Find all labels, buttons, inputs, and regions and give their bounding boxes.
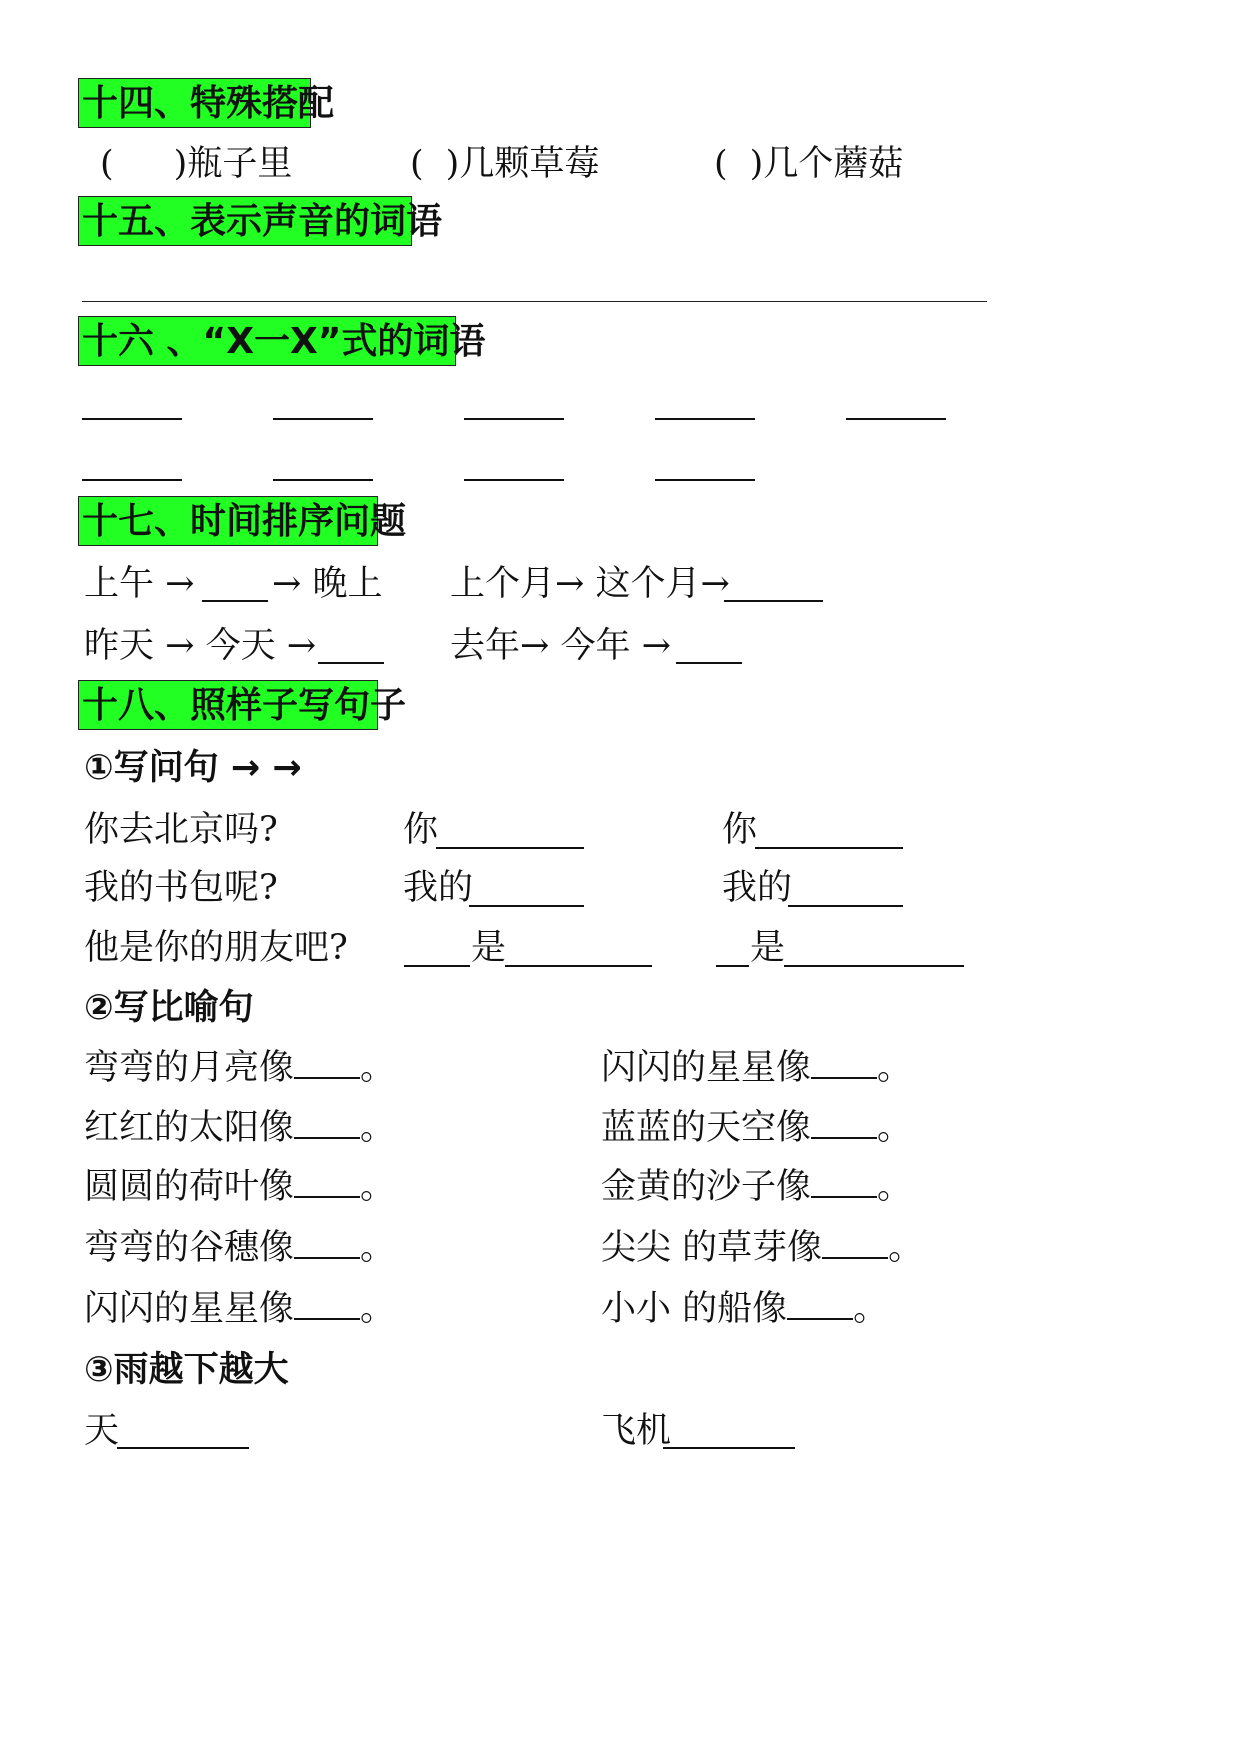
section-16-heading: 十六 、“X一X”式的词语 (78, 316, 456, 366)
subsection-rain: ③雨越下越大 (84, 1350, 289, 1390)
section-14-heading: 十四、特殊搭配 (78, 78, 311, 128)
answer-blank[interactable] (676, 662, 742, 664)
s14-item-1 (100, 142, 292, 186)
answer-blank[interactable] (811, 1166, 877, 1198)
answer-blank[interactable] (655, 418, 755, 420)
item-text: 瓶子里 (187, 144, 293, 184)
period: 。 (888, 1228, 924, 1268)
answer-blank[interactable] (294, 1107, 360, 1139)
answer-blank[interactable] (788, 905, 903, 907)
period: 。 (360, 1108, 396, 1148)
time-seq-1b: → 晚上 (272, 564, 383, 604)
period: 。 (360, 1048, 396, 1088)
simile-right-5 (601, 1287, 888, 1331)
answer-blank[interactable] (82, 418, 182, 420)
period: 。 (853, 1289, 889, 1329)
answer-blank[interactable] (82, 479, 182, 481)
answer-blank[interactable] (469, 905, 584, 907)
simile-left-3 (84, 1165, 395, 1209)
answer-blank[interactable] (273, 479, 373, 481)
paren-close: ) (173, 144, 188, 184)
answer-blank[interactable] (294, 1288, 360, 1320)
simile-text: 尖尖 的草芽像 (601, 1228, 823, 1268)
time-seq-2a: 昨天 → 今天 → (84, 626, 317, 666)
simile-text: 圆圆的荷叶像 (84, 1167, 295, 1207)
answer-blank[interactable] (436, 847, 584, 849)
period: 。 (877, 1048, 913, 1088)
paren-close: ) (445, 144, 460, 184)
paren-open: ( (100, 144, 114, 184)
question-prefix: 是 (471, 928, 507, 968)
simile-right-4 (601, 1226, 923, 1270)
answer-blank[interactable] (294, 1166, 360, 1198)
answer-blank[interactable] (755, 847, 903, 849)
s14-item-3 (714, 142, 903, 186)
paren-open: ( (714, 144, 728, 184)
rain-prefix-2: 飞机 (601, 1411, 672, 1451)
answer-blank[interactable] (655, 479, 755, 481)
simile-text: 闪闪的星星像 (601, 1048, 812, 1088)
answer-blank[interactable] (202, 600, 268, 602)
answer-blank[interactable] (663, 1447, 795, 1449)
answer-blank[interactable] (716, 965, 749, 967)
simile-text: 弯弯的谷穗像 (84, 1228, 295, 1268)
answer-blank[interactable] (404, 965, 470, 967)
question-prefix: 是 (750, 928, 786, 968)
subsection-simile: ②写比喻句 (84, 988, 254, 1028)
question-prefix: 你 (722, 810, 758, 850)
paren-open: ( (410, 144, 424, 184)
simile-left-4 (84, 1226, 395, 1270)
time-seq-2c: 去年→ 今年 → (450, 626, 671, 666)
simile-text: 红红的太阳像 (84, 1108, 295, 1148)
question-prefix: 我的 (722, 868, 793, 908)
simile-text: 小小 的船像 (601, 1289, 788, 1329)
answer-blank[interactable] (505, 965, 652, 967)
question-source-1: 你去北京吗? (84, 810, 278, 850)
period: 。 (877, 1108, 913, 1148)
answer-blank[interactable] (273, 418, 373, 420)
answer-blank[interactable] (318, 662, 384, 664)
period: 。 (877, 1167, 913, 1207)
answer-blank[interactable] (784, 965, 964, 967)
answer-blank[interactable] (294, 1227, 360, 1259)
time-seq-1a: 上午 → (84, 564, 195, 604)
subsection-question: ①写问句 → → (84, 748, 302, 788)
paren-close: ) (749, 144, 764, 184)
simile-text: 弯弯的月亮像 (84, 1048, 295, 1088)
answer-blank[interactable] (464, 479, 564, 481)
section-18-heading: 十八、照样子写句子 (78, 680, 378, 730)
simile-left-1 (84, 1046, 395, 1090)
simile-right-3 (601, 1165, 912, 1209)
answer-blank[interactable] (846, 418, 946, 420)
question-source-2: 我的书包呢? (84, 868, 278, 908)
period: 。 (360, 1228, 396, 1268)
answer-blank[interactable] (724, 600, 823, 602)
simile-right-2 (601, 1106, 912, 1150)
s14-item-2 (410, 142, 599, 186)
question-prefix: 你 (403, 810, 439, 850)
question-source-3: 他是你的朋友吧? (84, 928, 348, 968)
answer-blank[interactable] (811, 1107, 877, 1139)
item-text: 几颗草莓 (459, 144, 600, 184)
rain-prefix-1: 天 (84, 1411, 120, 1451)
question-prefix: 我的 (403, 868, 474, 908)
period: 。 (360, 1167, 396, 1207)
answer-blank[interactable] (294, 1047, 360, 1079)
simile-text: 蓝蓝的天空像 (601, 1108, 812, 1148)
answer-line[interactable] (82, 301, 987, 302)
answer-blank[interactable] (811, 1047, 877, 1079)
simile-left-2 (84, 1106, 395, 1150)
simile-text: 金黄的沙子像 (601, 1167, 812, 1207)
time-seq-1c: 上个月→ 这个月→ (450, 564, 730, 604)
simile-text: 闪闪的星星像 (84, 1289, 295, 1329)
section-17-heading: 十七、时间排序问题 (78, 496, 378, 546)
period: 。 (360, 1289, 396, 1329)
answer-blank[interactable] (464, 418, 564, 420)
answer-blank[interactable] (822, 1227, 888, 1259)
simile-right-1 (601, 1046, 912, 1090)
section-15-heading: 十五、表示声音的词语 (78, 196, 412, 246)
answer-blank[interactable] (117, 1447, 249, 1449)
item-text: 几个蘑菇 (763, 144, 904, 184)
answer-blank[interactable] (787, 1288, 853, 1320)
simile-left-5 (84, 1287, 395, 1331)
